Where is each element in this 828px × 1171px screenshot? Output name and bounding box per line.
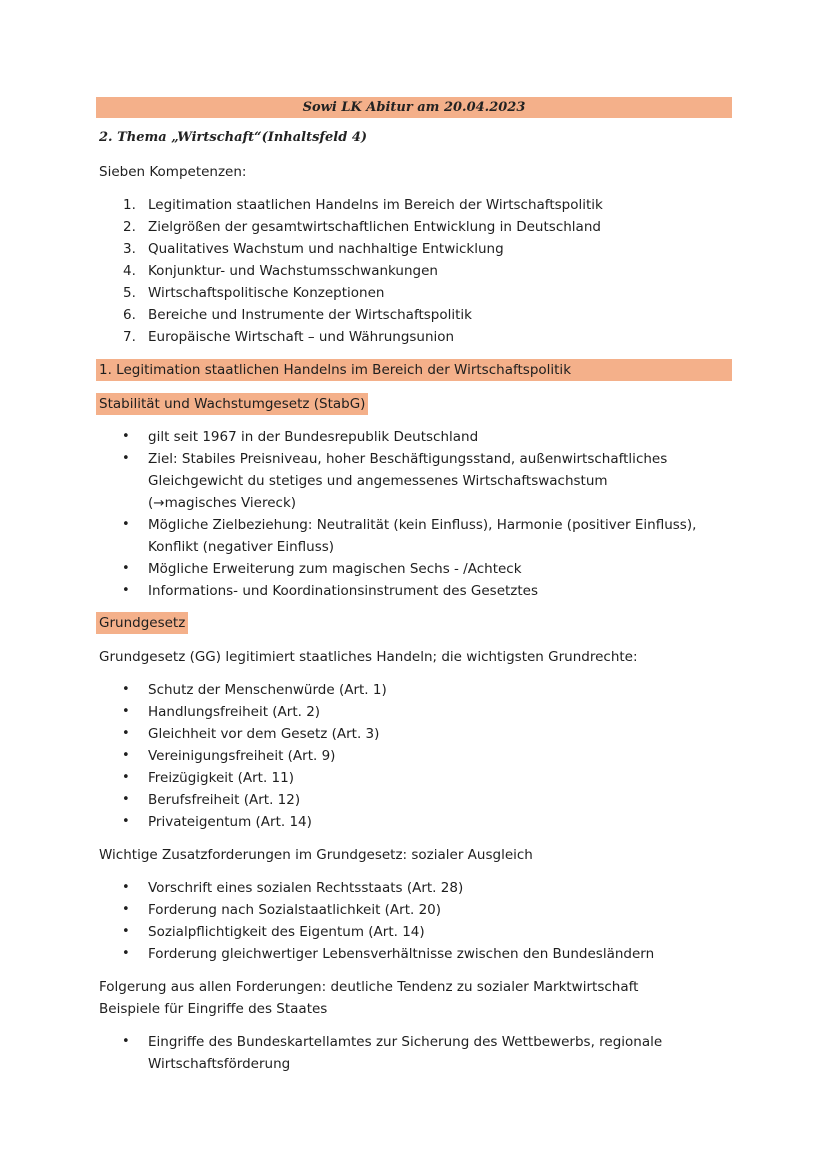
competencies-intro: Sieben Kompetenzen: (99, 164, 247, 180)
list-item-text: Ziel: Stabiles Preisniveau, hoher Beschäftigungsstand, außenwirtschaftliches Gleichgewicht du stetiges und angemessenes Wirtschaftswachstum (→magisches Viereck) (148, 451, 668, 511)
conclusion-line-1: Folgerung aus allen Forderungen: deutliche Tendenz zu sozialer Marktwirtschaft (99, 979, 639, 995)
list-item (99, 558, 738, 580)
list-item-text: Eingriffe des Bundeskartellamtes zur Sicherung des Wettbewerbs, regionale Wirtschaftsförderung (148, 1034, 663, 1072)
bullet-icon: • (122, 682, 130, 697)
bullet-icon: • (122, 946, 130, 961)
conclusion-line-2: Beispiele für Eingriffe des Staates (99, 1001, 328, 1017)
list-number: 3. (123, 241, 136, 257)
list-number: 1. (123, 197, 136, 213)
bullet-icon: • (122, 451, 130, 466)
list-item (99, 426, 738, 448)
list-item (99, 789, 387, 811)
list-number: 7. (123, 329, 136, 345)
list-item (99, 679, 387, 701)
list-item-text: Schutz der Menschenwürde (Art. 1) (148, 682, 387, 698)
bullet-icon: • (122, 924, 130, 939)
document-title: Sowi LK Abitur am 20.04.2023 (96, 97, 732, 118)
gg-intro: Grundgesetz (GG) legitimiert staatliches Handeln; die wichtigsten Grundrechte: (99, 649, 638, 665)
list-item-text: Europäische Wirtschaft – und Währungsunion (148, 329, 455, 345)
list-item (99, 723, 387, 745)
list-item (99, 1031, 688, 1075)
list-item-text: Forderung nach Sozialstaatlichkeit (Art. 20) (148, 902, 442, 918)
list-item (99, 921, 654, 943)
list-item-text: Berufsfreiheit (Art. 12) (148, 792, 301, 808)
list-item-text: Mögliche Erweiterung zum magischen Sechs - /Achteck (148, 561, 522, 577)
bullet-icon: • (122, 814, 130, 829)
list-item-text: Privateigentum (Art. 14) (148, 814, 312, 830)
list-item (99, 943, 654, 965)
bullet-icon: • (122, 880, 130, 895)
list-item-text: Vereinigungsfreiheit (Art. 9) (148, 748, 336, 764)
gg-extra-list (99, 877, 654, 965)
bullet-icon: • (122, 704, 130, 719)
list-item-text: Forderung gleichwertiger Lebensverhältnisse zwischen den Bundesländern (148, 946, 655, 962)
list-item (99, 216, 603, 238)
list-item (99, 282, 603, 304)
list-item (99, 304, 603, 326)
bullet-icon: • (122, 726, 130, 741)
list-item (99, 260, 603, 282)
list-number: 2. (123, 219, 136, 235)
list-item (99, 767, 387, 789)
topic-heading: 2. Thema „Wirtschaft“(Inhaltsfeld 4) (99, 130, 368, 145)
bullet-icon: • (122, 561, 130, 576)
gg-rights-list (99, 679, 387, 833)
list-item-text: Konjunktur- und Wachstumsschwankungen (148, 263, 438, 279)
gg-extra-intro: Wichtige Zusatzforderungen im Grundgesetz: sozialer Ausgleich (99, 847, 533, 863)
list-item-text: Bereiche und Instrumente der Wirtschaftspolitik (148, 307, 472, 323)
bullet-icon: • (122, 792, 130, 807)
list-item-text: gilt seit 1967 in der Bundesrepublik Deutschland (148, 429, 479, 445)
list-item-text: Legitimation staatlichen Handelns im Bereich der Wirtschaftspolitik (148, 197, 603, 213)
list-item-text: Handlungsfreiheit (Art. 2) (148, 704, 321, 720)
list-number: 4. (123, 263, 136, 279)
list-item (99, 514, 738, 558)
list-item-text: Wirtschaftspolitische Konzeptionen (148, 285, 385, 301)
bullet-icon: • (122, 583, 130, 598)
list-item-text: Vorschrift eines sozialen Rechtsstaats (Art. 28) (148, 880, 464, 896)
bullet-icon: • (122, 748, 130, 763)
list-item-text: Zielgrößen der gesamtwirtschaftlichen Entwicklung in Deutschland (148, 219, 601, 235)
list-number: 6. (123, 307, 136, 323)
list-item-text: Sozialpflichtigkeit des Eigentum (Art. 14) (148, 924, 425, 940)
list-item (99, 811, 387, 833)
gg-heading: Grundgesetz (96, 612, 188, 634)
list-item (99, 238, 603, 260)
list-number: 5. (123, 285, 136, 301)
bullet-icon: • (122, 517, 130, 532)
bullet-icon: • (122, 1034, 130, 1049)
bullet-icon: • (122, 429, 130, 444)
stabg-heading: Stabilität und Wachstumgesetz (StabG) (96, 393, 368, 415)
list-item (99, 745, 387, 767)
list-item-text: Gleichheit vor dem Gesetz (Art. 3) (148, 726, 380, 742)
section-heading-text: 1. Legitimation staatlichen Handelns im Bereich der Wirtschaftspolitik (99, 362, 572, 378)
list-item (99, 899, 654, 921)
list-item (99, 580, 738, 602)
list-item (99, 326, 603, 348)
list-item-text: Informations- und Koordinationsinstrument des Gesetztes (148, 583, 539, 599)
list-item (99, 194, 603, 216)
list-item-text: Qualitatives Wachstum und nachhaltige Entwicklung (148, 241, 504, 257)
stabg-list (99, 426, 738, 602)
list-item (99, 701, 387, 723)
list-item (99, 877, 654, 899)
list-item (99, 448, 738, 514)
section-heading-legitimation (96, 359, 732, 381)
bullet-icon: • (122, 902, 130, 917)
examples-list (99, 1031, 688, 1075)
list-item-text: Mögliche Zielbeziehung: Neutralität (kein Einfluss), Harmonie (positiver Einfluss), Konflikt (negativer Einfluss) (148, 517, 697, 555)
bullet-icon: • (122, 770, 130, 785)
list-item-text: Freizügigkeit (Art. 11) (148, 770, 294, 786)
competencies-list (99, 194, 603, 348)
